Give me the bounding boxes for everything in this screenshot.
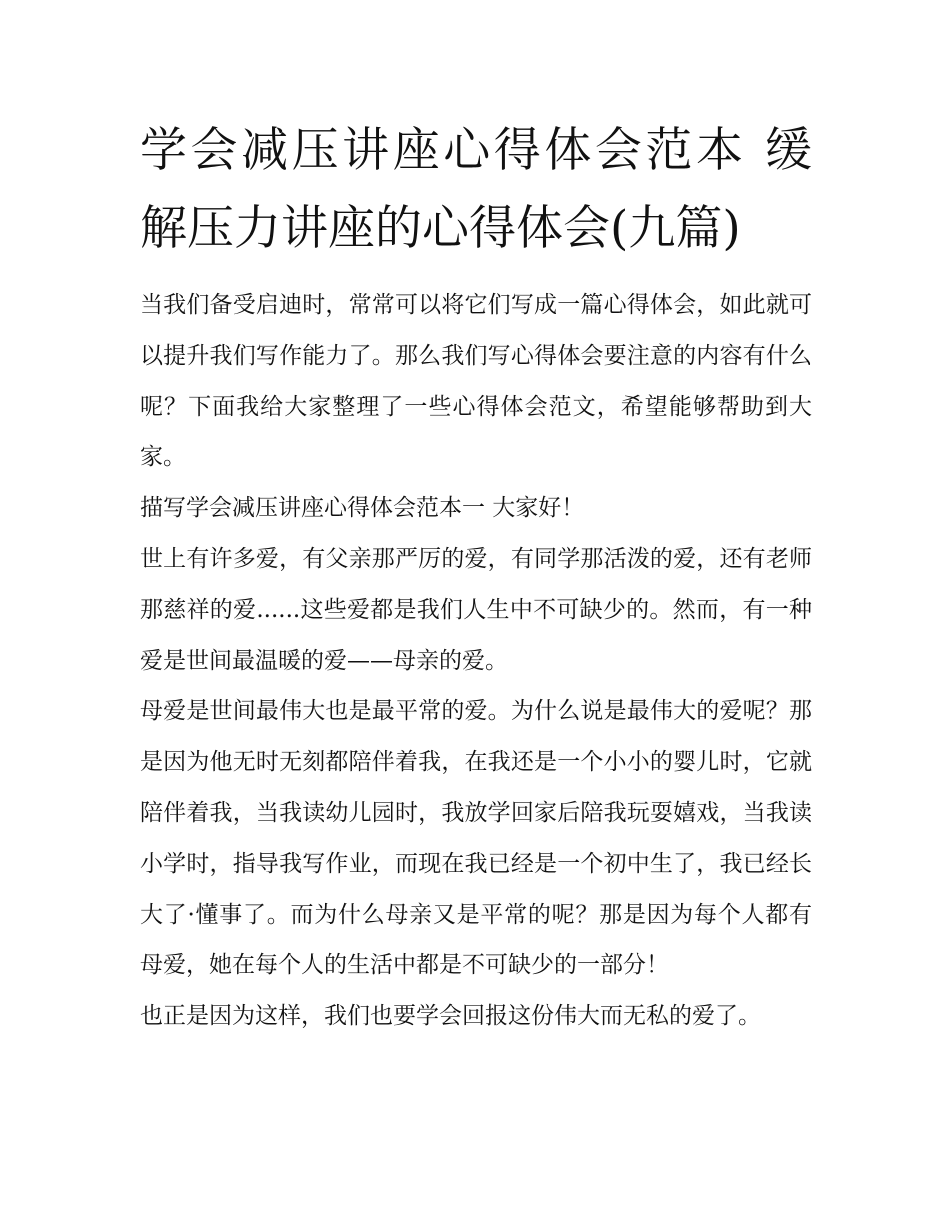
paragraph-repay-love: 也正是因为这样，我们也要学会回报这份伟大而无私的爱了。 (140, 1003, 761, 1030)
document-page (140, 112, 812, 1042)
paragraph-kinds-of-love: 世上有许多爱，有父亲那严厉的爱，有同学那活泼的爱，还有老师那慈祥的爱......这些爱都是我们人生中不可缺少的。然而，有一种爱是世间最温暖的爱——母亲的爱。 (140, 545, 812, 674)
paragraph-intro: 当我们备受启迪时，常常可以将它们写成一篇心得体会，如此就可以提升我们写作能力了。那么我们写心得体会要注意的内容有什么呢？下面我给大家整理了一些心得体会范文，希望能够帮助到大家。 (140, 292, 812, 471)
paragraph-heading-one: 描写学会减压讲座心得体会范本一 大家好！ (140, 495, 585, 522)
paragraph-mother-love: 母爱是世间最伟大也是最平常的爱。为什么说是最伟大的爱呢？那是因为他无时无刻都陪伴着我，在我还是一个小小的婴儿时，它就陪伴着我，当我读幼儿园时，我放学回家后陪我玩耍嬉戏，当我读小学时，指导我写作业，而现在我已经是一个初中生了，我已经长大了·懂事了。而为什么母亲又是平常的呢？那是因为每个人都有母爱，她在每个人的生活中都是不可缺少的一部分！ (140, 698, 812, 979)
document-title: 学会减压讲座心得体会范本 缓解压力讲座的心得体会(九篇) (140, 123, 812, 256)
